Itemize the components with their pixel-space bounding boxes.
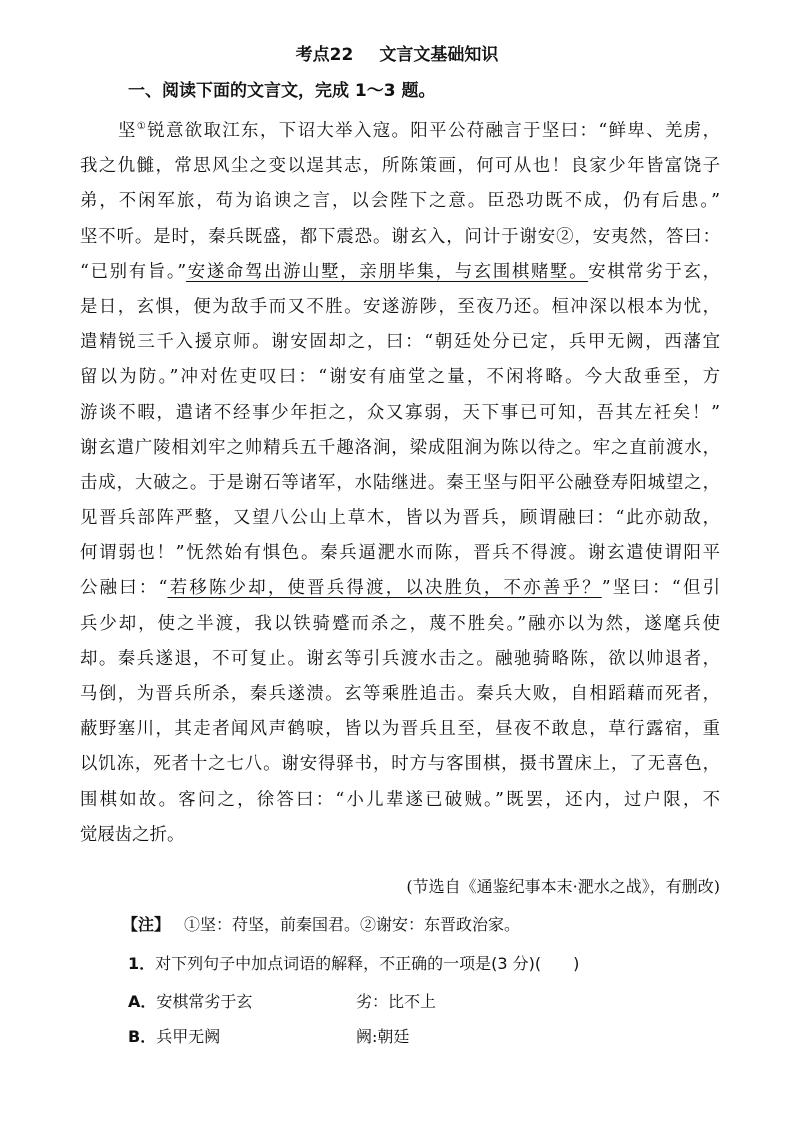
footnote-text: ①坚：苻坚，前秦国君。②谢安：东晋政治家。	[184, 915, 521, 934]
question-text: 对下列句子中加点词语的解释，不正确的一项是(3 分)( )	[155, 954, 580, 973]
question-number: 1．	[128, 954, 156, 973]
option-sentence: 安棋常劣于玄	[156, 992, 253, 1011]
option-letter: B．	[128, 1027, 157, 1046]
footnote	[122, 912, 520, 935]
passage-line: 击成，大破之。于是谢石等诸军，水陆继进。秦王坚与阳平公融登寿阳城望之，	[80, 472, 720, 493]
passage-line: 围棋如故。客问之，徐答曰：“小儿辈遂已破贼。”既罢，还内，过户限，不	[80, 789, 720, 810]
passage-line: 弟，不闲军旅，苟为谄谀之言，以会陛下之意。臣恐功既不成，仍有后患。”	[80, 191, 720, 212]
footnote-marker: ①	[136, 121, 148, 133]
passage-line: 蔽野塞川，其走者闻风声鹤唳，皆以为晋兵且至，昼夜不敢息，草行露宿，重	[80, 719, 720, 740]
passage-line: 以饥冻，死者十之七八。谢安得驿书，时方与客围棋，摄书置床上，了无喜色，	[80, 754, 720, 775]
passage-line: 何谓弱也！”怃然始有惧色。秦兵逼淝水而陈，晋兵不得渡。谢玄遣使谓阳平	[80, 543, 720, 564]
option-explanation: 劣：比不上	[356, 992, 437, 1011]
passage-line: 我之仇雠，常思风尘之变以逞其志，所陈策画，何可从也！良家少年皆富饶子	[80, 156, 720, 177]
passage-line: 见晋兵部阵严整，又望八公山上草木，皆以为晋兵，顾谓融曰：“此亦勍敌，	[80, 508, 720, 529]
passage-line: 坚①锐意欲取江东，下诏大举入寇。阳平公苻融言于坚曰：“鲜卑、羌虏，	[118, 121, 720, 141]
title-topic-number: 考点22	[295, 45, 354, 65]
underlined-sentence: 安遂命驾出游山墅，亲朋毕集，与玄围棋赌墅。	[186, 261, 589, 282]
title-topic-name: 文言文基础知识	[379, 45, 499, 65]
question-1	[128, 951, 579, 974]
passage-line: 游谈不暇，遣诸不经事少年拒之，众又寡弱，天下事已可知，吾其左衽矣！”	[80, 402, 720, 423]
option-a	[128, 989, 437, 1012]
passage-line: 兵少却，使之半渡，我以铁骑蹙而杀之，蔑不胜矣。”融亦以为然，遂麾兵使	[80, 613, 720, 634]
passage-text	[80, 114, 720, 853]
passage-line: 留以为防。”冲对佐吏叹曰：“谢安有庙堂之量，不闲将略。今大敌垂至，方	[80, 367, 720, 388]
option-explanation: 阙:朝廷	[356, 1027, 410, 1046]
option-letter: A．	[128, 992, 157, 1011]
footnote-tag: 【注】	[122, 915, 171, 934]
passage-line: 谢玄遣广陵相刘牢之帅精兵五千趣洛涧，梁成阻涧为陈以待之。牢之直前渡水，	[80, 437, 720, 458]
option-b	[128, 1024, 410, 1047]
passage-line: 坚不听。是时，秦兵既盛，都下震恐。谢玄入，问计于谢安②，安夷然，答曰：	[80, 226, 720, 247]
passage-source: (节选自《通鉴纪事本末·淝水之战》，有删改)	[406, 877, 720, 896]
passage-line: 却。秦兵遂退，不可复止。谢玄等引兵渡水击之。融驰骑略陈，欲以帅退者，	[80, 648, 720, 669]
passage-line: 是日，玄惧，便为敌手而又不胜。安遂游陟，至夜乃还。桓冲深以根本为忧，	[80, 296, 720, 317]
underlined-sentence: 若移陈少却，使晋兵得渡，以决胜负，不亦善乎？	[167, 578, 602, 599]
option-sentence: 兵甲无阙	[156, 1027, 221, 1046]
passage-line: 觉屐齿之折。	[80, 824, 185, 845]
section-heading: 一、阅读下面的文言文，完成 1～3 题。	[128, 81, 436, 101]
page-title	[0, 40, 794, 65]
passage-line: 马倒，为晋兵所杀，秦兵遂溃。玄等乘胜追击。秦兵大败，自相蹈藉而死者，	[80, 684, 720, 704]
passage-line: “已别有旨。”安遂命驾出游山墅，亲朋毕集，与玄围棋赌墅。安棋常劣于玄，	[80, 261, 720, 282]
passage-line: 遣精锐三千入援京师。谢安固却之，曰：“朝廷处分已定，兵甲无阙，西藩宜	[80, 332, 720, 353]
passage-line: 公融曰：“若移陈少却，使晋兵得渡，以决胜负，不亦善乎？”坚曰：“但引	[80, 578, 720, 599]
